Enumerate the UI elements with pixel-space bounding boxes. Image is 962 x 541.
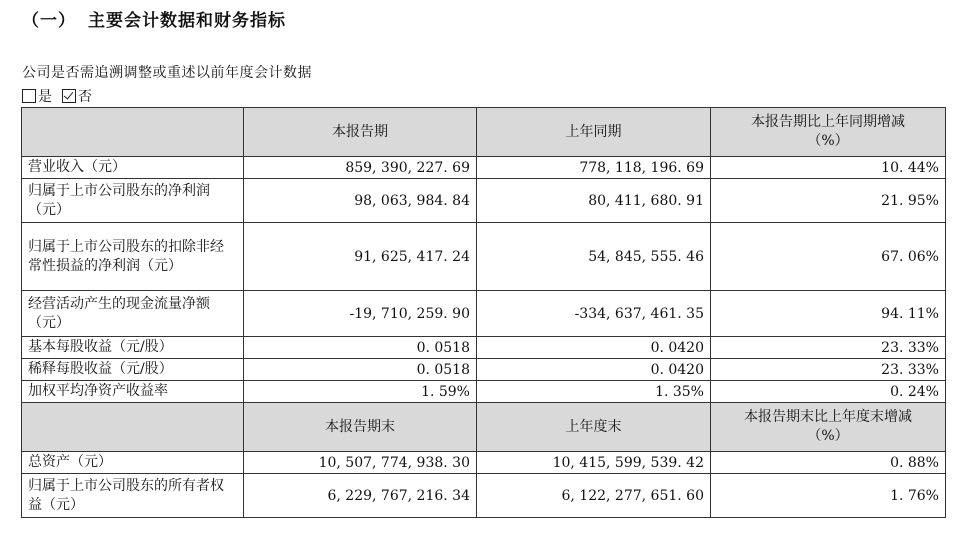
header-change-line2: （%） (807, 133, 849, 149)
prior-value: 1. 35% (477, 381, 711, 403)
change-pct: 21. 95% (711, 179, 946, 223)
row-label: 归属于上市公司股东的净利润（元） (22, 179, 244, 223)
prior-value: 0. 0420 (477, 337, 711, 359)
row-label: 经营活动产生的现金流量净额（元） (22, 291, 244, 337)
section-number: （一） (22, 11, 76, 31)
unchecked-box-icon[interactable] (22, 89, 36, 103)
restatement-options (22, 86, 102, 106)
change-pct: 1. 76% (711, 474, 946, 518)
current-value: 859, 390, 227. 69 (244, 157, 477, 179)
table-row (22, 337, 946, 359)
financial-data-table (21, 107, 946, 518)
prior-value: -334, 637, 461. 35 (477, 291, 711, 337)
header-current-period-end: 本报告期末 (244, 403, 477, 452)
current-value: 91, 625, 417. 24 (244, 223, 477, 291)
header-change-line1: 本报告期比上年同期增减 (751, 114, 905, 130)
table-row (22, 474, 946, 518)
change-pct: 0. 88% (711, 452, 946, 474)
checked-box-icon[interactable] (62, 89, 76, 103)
prior-value: 778, 118, 196. 69 (477, 157, 711, 179)
change-pct: 10. 44% (711, 157, 946, 179)
row-label: 归属于上市公司股东的所有者权益（元） (22, 474, 244, 518)
option-yes-label: 是 (38, 89, 52, 105)
table-row (22, 179, 946, 223)
header-blank-cell (22, 403, 244, 452)
row-label: 总资产（元） (22, 452, 244, 474)
header-prior-year-end: 上年度末 (477, 403, 711, 452)
table-row (22, 452, 946, 474)
change-pct: 94. 11% (711, 291, 946, 337)
header-prior-period: 上年同期 (477, 108, 711, 157)
prior-value: 6, 122, 277, 651. 60 (477, 474, 711, 518)
current-value: 0. 0518 (244, 359, 477, 381)
header-change-pct (711, 403, 946, 452)
table-row (22, 359, 946, 381)
table-row (22, 223, 946, 291)
current-value: 6, 229, 767, 216. 34 (244, 474, 477, 518)
section-title: 主要会计数据和财务指标 (88, 11, 286, 31)
header-change-line2: （%） (807, 428, 849, 444)
header-blank-cell (22, 108, 244, 157)
table-row (22, 157, 946, 179)
row-label: 归属于上市公司股东的扣除非经常性损益的净利润（元） (22, 223, 244, 291)
change-pct: 67. 06% (711, 223, 946, 291)
table-row (22, 381, 946, 403)
header-current-period: 本报告期 (244, 108, 477, 157)
table-row (22, 291, 946, 337)
section-heading (22, 6, 286, 31)
change-pct: 0. 24% (711, 381, 946, 403)
prior-value: 80, 411, 680. 91 (477, 179, 711, 223)
current-value: 10, 507, 774, 938. 30 (244, 452, 477, 474)
current-value: 0. 0518 (244, 337, 477, 359)
prior-value: 54, 845, 555. 46 (477, 223, 711, 291)
table-header-period (22, 108, 946, 157)
change-pct: 23. 33% (711, 359, 946, 381)
option-no[interactable] (62, 86, 92, 106)
current-value: 1. 59% (244, 381, 477, 403)
change-pct: 23. 33% (711, 337, 946, 359)
prior-value: 10, 415, 599, 539. 42 (477, 452, 711, 474)
option-no-label: 否 (78, 89, 92, 105)
prior-value: 0. 0420 (477, 359, 711, 381)
row-label: 营业收入（元） (22, 157, 244, 179)
option-yes[interactable] (22, 86, 52, 106)
row-label: 加权平均净资产收益率 (22, 381, 244, 403)
row-label: 基本每股收益（元/股） (22, 337, 244, 359)
row-label: 稀释每股收益（元/股） (22, 359, 244, 381)
table-header-period-end (22, 403, 946, 452)
current-value: 98, 063, 984. 84 (244, 179, 477, 223)
current-value: -19, 710, 259. 90 (244, 291, 477, 337)
header-change-pct (711, 108, 946, 157)
restatement-question: 公司是否需追溯调整或重述以前年度会计数据 (22, 65, 312, 81)
header-change-line1: 本报告期末比上年度末增减 (744, 409, 912, 425)
